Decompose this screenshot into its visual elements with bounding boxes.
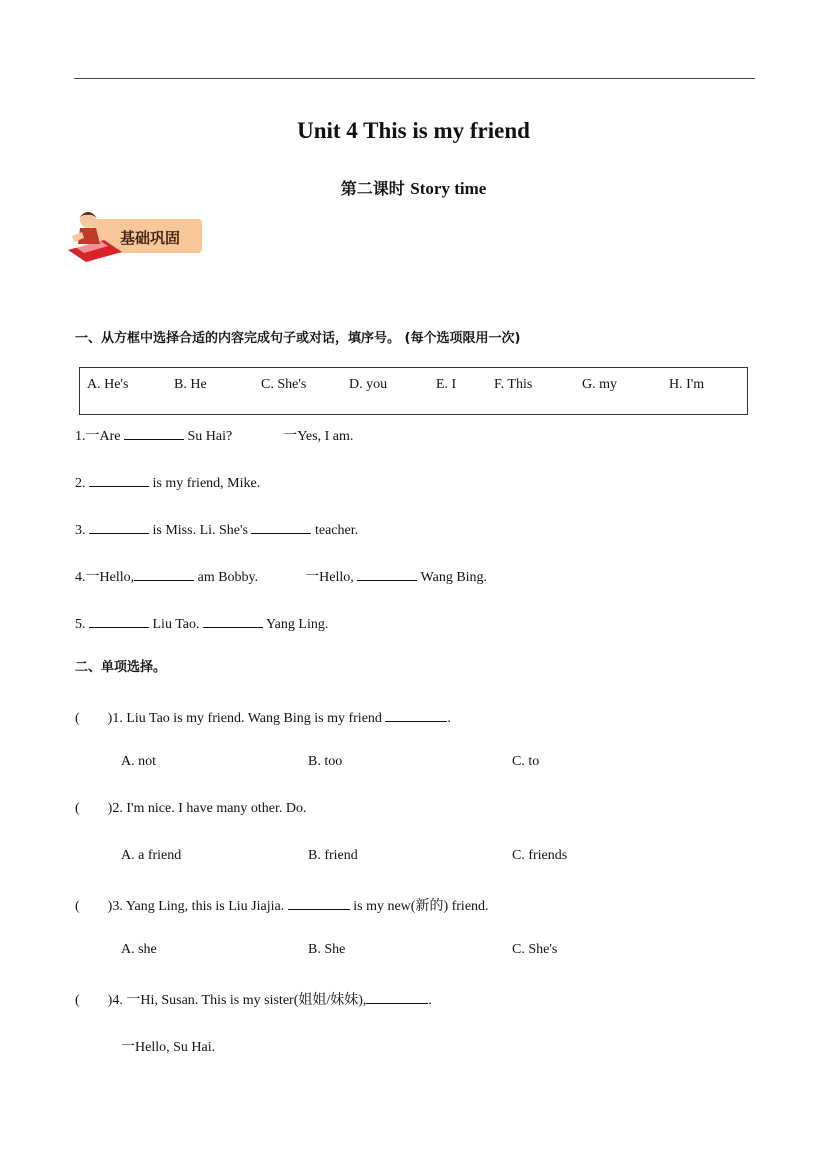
header-rule [74,78,755,79]
item-number: 2. [75,476,86,491]
option-e: E. I [436,377,457,392]
answer-blank[interactable] [89,472,149,487]
subtitle-en: Story time [410,179,487,198]
item-text: teacher. [314,523,359,538]
question-stem-end: is my new(新的) friend. [353,899,489,914]
option-b: B. He [174,377,207,392]
choice-b[interactable]: B. She [308,942,346,957]
item-text: is my friend, Mike. [152,476,261,491]
item-number: 3. [75,523,86,538]
item-text: 一Hello, [85,570,135,585]
option-g: G. my [582,377,617,392]
item-number: 4. [75,570,86,585]
item-text: is Miss. Li. She's [152,523,248,538]
choice-a[interactable]: A. a friend [121,848,182,863]
choice-a[interactable]: A. she [121,942,157,957]
item-reply: 一Hello, [305,570,354,585]
item-text: 一Are [85,429,121,444]
choice-c[interactable]: C. friends [512,848,568,863]
mc-question-1 [75,707,451,727]
option-h: H. I'm [669,377,705,392]
option-a: A. He's [87,377,129,392]
answer-paren[interactable]: ( [75,993,80,1008]
dialogue-reply: 一Hello, Su Hai. [121,1040,216,1055]
option-d: D. you [349,377,388,392]
answer-paren[interactable]: ( [75,801,80,816]
subtitle-cn: 第二课时 [340,179,405,198]
choice-b[interactable]: B. friend [308,848,358,863]
option-c: C. She's [261,377,307,392]
question-stem: )4. 一Hi, Susan. This is my sister(姐姐/妹妹), [107,993,367,1008]
item-text: Su Hai? [187,429,233,444]
item-text: Yang Ling. [265,617,329,632]
page-title: Unit 4 This is my friend [297,118,530,143]
question-stem-end: . [428,993,432,1008]
answer-blank [366,989,428,1004]
answer-blank[interactable] [89,613,149,628]
choice-c[interactable]: C. She's [512,942,558,957]
fill-item-5 [75,613,328,633]
fill-item-3 [75,519,358,539]
answer-paren[interactable]: ( [75,711,80,726]
question-stem-end: . [447,711,451,726]
mc-question-3 [75,895,489,915]
badge-label: 基础巩固 [120,229,181,247]
answer-blank[interactable] [203,613,263,628]
answer-blank[interactable] [124,425,184,440]
choice-b[interactable]: B. too [308,754,343,769]
item-number: 1. [75,429,86,444]
answer-paren[interactable]: ( [75,899,80,914]
answer-blank [288,895,350,910]
fill-item-4 [75,566,487,586]
mc-question-4 [75,989,432,1009]
question-stem: )1. Liu Tao is my friend. Wang Bing is my friend [107,711,382,726]
item-text: Liu Tao. [152,617,200,632]
answer-blank[interactable] [357,566,417,581]
answer-blank[interactable] [134,566,194,581]
option-f: F. This [494,377,533,392]
fill-item-1 [75,425,353,445]
item-text: am Bobby. [197,570,259,585]
section1-heading: 一、从方框中选择合适的内容完成句子或对话，填序号。 (每个选项限用一次) [75,331,521,346]
answer-blank [385,707,447,722]
question-stem: )2. I'm nice. I have many other. Do. [107,801,307,816]
fill-item-2 [75,472,260,492]
item-number: 5. [75,617,86,632]
mc-question-2 [75,801,307,817]
page-subtitle [0,176,827,199]
section2-heading: 二、单项选择。 [75,660,167,675]
choice-a[interactable]: A. not [121,754,156,769]
answer-blank[interactable] [251,519,311,534]
choice-c[interactable]: C. to [512,754,540,769]
item-reply: 一Yes, I am. [283,429,354,444]
question-stem: )3. Yang Ling, this is Liu Jiajia. [107,899,285,914]
item-text: Wang Bing. [420,570,488,585]
answer-blank[interactable] [89,519,149,534]
reading-child-icon [64,206,124,262]
